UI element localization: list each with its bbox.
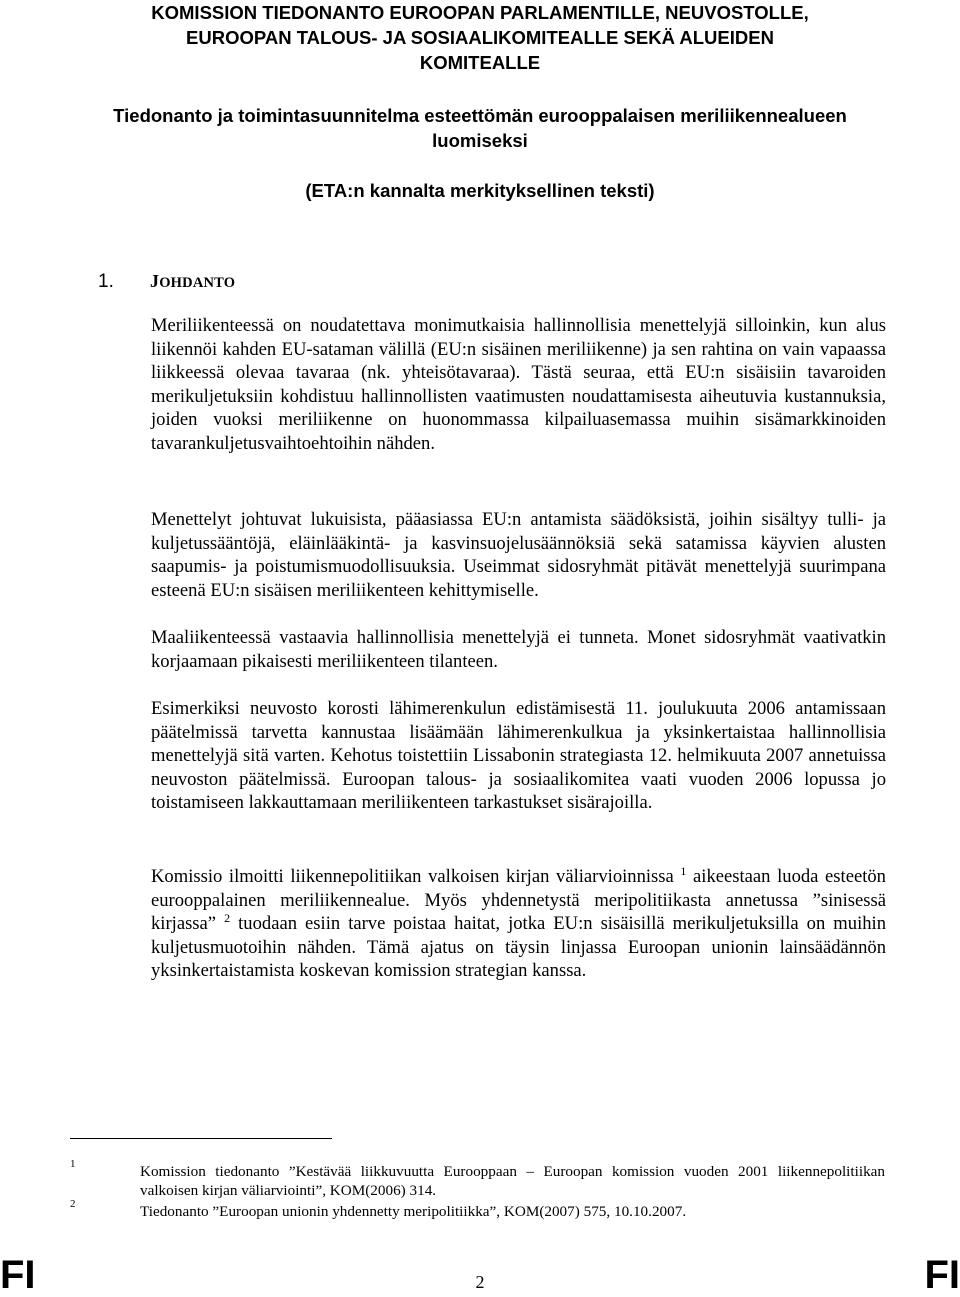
paragraph-5-part-b: aikeestaan luoda esteetön eurooppalainen meriliikennealue. Myös yhdennetystä meripolitiikasta annetussa ”sinisessä kirjassa” bbox=[151, 866, 886, 934]
paragraph-5 bbox=[151, 865, 886, 983]
language-code-left: FI bbox=[0, 1253, 36, 1297]
document-title bbox=[60, 0, 900, 75]
footnote-2-mark: 2 bbox=[70, 1198, 76, 1210]
footnote-2-text: Tiedonanto ”Euroopan unionin yhdennetty meripolitiikka”, KOM(2007) 575, 10.10.2007. bbox=[140, 1203, 687, 1220]
title-line-3: KOMITEALLE bbox=[419, 52, 541, 73]
footnote-1-text: Komission tiedonanto ”Kestävää liikkuvuutta Eurooppaan – Euroopan komission vuoden 2001 liikennepolitiikan valkoisen kirjan väliarviointi”, KOM(2006) 314. bbox=[140, 1163, 885, 1199]
paragraph-5-part-a: Komissio ilmoitti liikennepolitiikan valkoisen kirjan väliarvioinnissa bbox=[151, 866, 674, 887]
section-title-initial: J bbox=[150, 271, 160, 291]
footnote-2 bbox=[70, 1198, 885, 1221]
section-title bbox=[150, 271, 235, 291]
paragraph-2: Menettelyt johtuvat lukuisista, pääasiassa EU:n antamista säädöksistä, joihin sisältyy tulli- ja kuljetussääntöjä, eläinlääkintä- ja kasvinsuojelusäännöksiä sekä satamissa käyvien alusten saapumis- ja poistumismuodollisuuksia. Useimmat sidosryhmät pitävät menettelyjä suurimpana esteenä EU:n sisäisen meriliikenteen kehittymiselle. bbox=[151, 509, 886, 601]
eea-relevance-note: (ETA:n kannalta merkityksellinen teksti) bbox=[305, 180, 655, 201]
section-heading bbox=[98, 269, 235, 296]
paragraph-1: Meriliikenteessä on noudatettava monimutkaisia hallinnollisia menettelyjä silloinkin, kun alus liikennöi kahden EU-sataman välillä (EU:n sisäinen meriliikenne) ja sen rahtina on vain vapaassa liikkeessä olevaa tavaraa (nk. yhteisötavaraa). Tästä seuraa, että EU:n sisäisiin tavaroiden merikuljetuksiin kohdistuu hallinnollisten vaatimusten noudattamisesta aiheutuvia kustannuksia, joiden vuoksi meriliikenne on huonommassa kilpailuasemassa muihin sisämarkkinoiden tavarankuljetusvaihtoehtoihin nähden. bbox=[151, 315, 886, 454]
footnote-ref-1[interactable]: 1 bbox=[680, 863, 687, 878]
footnote-1 bbox=[70, 1158, 885, 1200]
section-number: 1. bbox=[98, 271, 114, 292]
footnote-ref-2[interactable]: 2 bbox=[224, 910, 231, 925]
paragraph-5-part-c: tuodaan esiin tarve poistaa haitat, jotka EU:n sisäisillä merikuljetuksilla on muihin kuljetusmuotoihin nähden. Tämä ajatus on täysin linjassa Euroopan unionin lainsäädännön yksinkertaistamista koskevan komission strategian kanssa. bbox=[151, 913, 886, 981]
paragraph-4: Esimerkiksi neuvosto korosti lähimerenkulun edistämisestä 11. joulukuuta 2006 antamissaan päätelmissä tarvetta kannustaa lisäämään lähimerenkulkua ja yksinkertaistaa hallinnollisia menettelyjä sitä varten. Kehotus toistettiin Lissabonin strategiasta 12. helmikuuta 2007 annetuissa neuvoston päätelmissä. Euroopan talous- ja sosiaalikomitea vaati vuoden 2006 lopussa jo toistamiseen lakkauttamaan meriliikenteen tarkastukset sisärajoilla. bbox=[151, 698, 886, 813]
section-title-rest: OHDANTO bbox=[159, 275, 236, 291]
subtitle-line-2: luomiseksi bbox=[432, 130, 528, 151]
title-line-2: EUROOPAN TALOUS- JA SOSIAALIKOMITEALLE SEKÄ ALUEIDEN bbox=[186, 27, 774, 48]
subtitle-line-1: Tiedonanto ja toimintasuunnitelma esteettömän eurooppalaisen meriliikennealueen bbox=[113, 105, 847, 126]
page-number: 2 bbox=[475, 1272, 485, 1292]
title-line-1: KOMISSION TIEDONANTO EUROOPAN PARLAMENTILLE, NEUVOSTOLLE, bbox=[151, 2, 809, 23]
language-code-right: FI bbox=[924, 1253, 960, 1297]
paragraph-3: Maaliikenteessä vastaavia hallinnollisia menettelyjä ei tunneta. Monet sidosryhmät vaativatkin korjaamaan pikaisesti meriliikenteen tilanteen. bbox=[151, 627, 886, 672]
footnote-divider bbox=[70, 1138, 332, 1139]
footnote-1-mark: 1 bbox=[70, 1158, 76, 1170]
document-subtitle bbox=[60, 103, 900, 153]
